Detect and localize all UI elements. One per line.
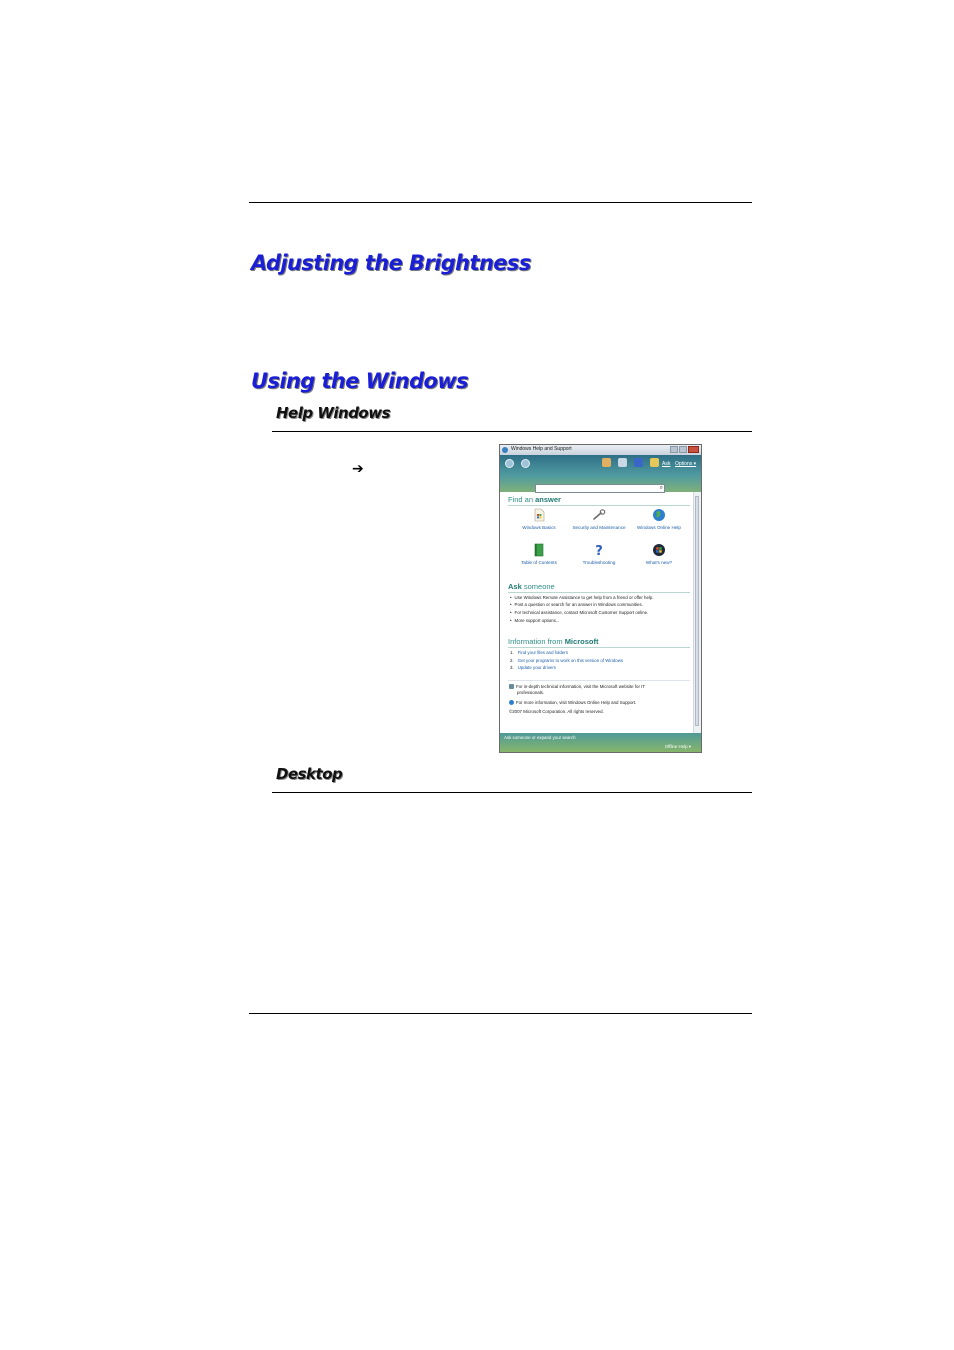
wrench-icon [592, 508, 606, 522]
ask-item-remote-assistance[interactable]: • Use Windows Remote Assistance to get help from a friend or offer help. [510, 595, 654, 600]
arrow-right-icon: ➔ [352, 461, 364, 477]
question-mark-icon [592, 543, 606, 557]
help-rule [272, 431, 752, 432]
window-controls [670, 446, 699, 453]
vertical-scrollbar[interactable] [693, 492, 701, 733]
forward-button[interactable] [521, 459, 530, 468]
info-item-drivers[interactable]: 3. Update your drivers [510, 665, 556, 670]
windows-orb-icon [652, 543, 666, 557]
book-icon [532, 543, 546, 557]
tile-troubleshooting[interactable] [569, 543, 629, 565]
bottom-rule [249, 1013, 752, 1014]
tile-label: Windows Online Help [637, 525, 681, 530]
tile-table-of-contents[interactable] [509, 543, 569, 565]
print-icon[interactable] [618, 458, 627, 467]
help-statusbar [500, 733, 701, 752]
note-it-professionals-cont: professionals. [517, 690, 545, 695]
help-support-screenshot [499, 444, 702, 753]
tile-label: Table of Contents [521, 560, 557, 565]
tile-whats-new[interactable] [629, 543, 689, 565]
svg-text:?: ? [595, 544, 603, 557]
back-button[interactable] [505, 459, 514, 468]
browse-help-icon[interactable] [634, 458, 643, 467]
options-menu[interactable]: Options ▾ [675, 461, 697, 467]
note-it-professionals[interactable]: For in-depth technical information, visit the Microsoft website for IT [509, 684, 645, 689]
copyright-text: ©2007 Microsoft Corporation. All rights reserved. [509, 709, 604, 714]
help-toolbar [500, 455, 701, 492]
ask-item-customer-support[interactable]: • For technical assistance, contact Microsoft Customer Support online. [510, 610, 648, 615]
minimize-button[interactable] [670, 446, 678, 453]
section-divider [508, 505, 690, 506]
tile-label: Windows Basics [522, 525, 556, 530]
info-item-programs[interactable]: 2. Get your programs to work on this version of Windows [510, 658, 624, 663]
top-rule [249, 202, 752, 203]
ask-someone-status-link[interactable]: Ask someone or expand your search [504, 735, 576, 740]
information-heading: Information from Microsoft [508, 637, 599, 646]
maximize-button[interactable] [679, 446, 687, 453]
tile-windows-online-help[interactable] [629, 508, 689, 530]
section-divider [508, 592, 690, 593]
globe-icon [652, 508, 666, 522]
subheading-help-windows: Help Windows [276, 404, 391, 422]
subheading-desktop: Desktop [276, 765, 343, 783]
tile-security-maintenance[interactable] [569, 508, 629, 530]
note-online-help[interactable]: For more information, visit Windows Online Help and Support. [509, 700, 636, 705]
desktop-rule [272, 792, 752, 793]
ask-someone-heading: Ask someone [508, 582, 555, 591]
window-title: Windows Help and Support [511, 446, 572, 452]
help-content [500, 492, 694, 733]
document-windows-icon [532, 508, 546, 522]
ask-item-more-options[interactable]: • More support options... [510, 618, 559, 623]
close-button[interactable] [688, 446, 699, 453]
heading-adjusting-brightness: Adjusting the Brightness [251, 251, 531, 275]
info-item-files[interactable]: 1. Find your files and folders [510, 650, 568, 655]
scroll-thumb[interactable] [695, 496, 699, 726]
section-divider [508, 647, 690, 648]
tile-label: Security and Maintenance [572, 525, 626, 530]
offline-help-dropdown[interactable]: Offline Help ▾ [664, 744, 691, 749]
globe-small-icon [509, 700, 514, 705]
ask-icon[interactable] [650, 458, 659, 467]
tile-windows-basics[interactable] [509, 508, 569, 530]
ask-item-communities[interactable]: • Post a question or search for an answer in Windows communities. [510, 602, 643, 607]
tile-label: What's new? [645, 560, 673, 565]
search-icon[interactable]: ⌕ [659, 485, 663, 491]
window-titlebar [500, 445, 701, 455]
tile-label: Troubleshooting [582, 560, 616, 565]
section-divider [508, 680, 690, 681]
ask-link[interactable]: Ask [662, 461, 671, 467]
home-icon[interactable] [602, 458, 611, 467]
help-globe-icon [502, 447, 508, 453]
find-answer-heading: Find an answer [508, 495, 561, 504]
heading-using-windows: Using the Windows [251, 369, 469, 393]
server-icon [509, 684, 514, 689]
